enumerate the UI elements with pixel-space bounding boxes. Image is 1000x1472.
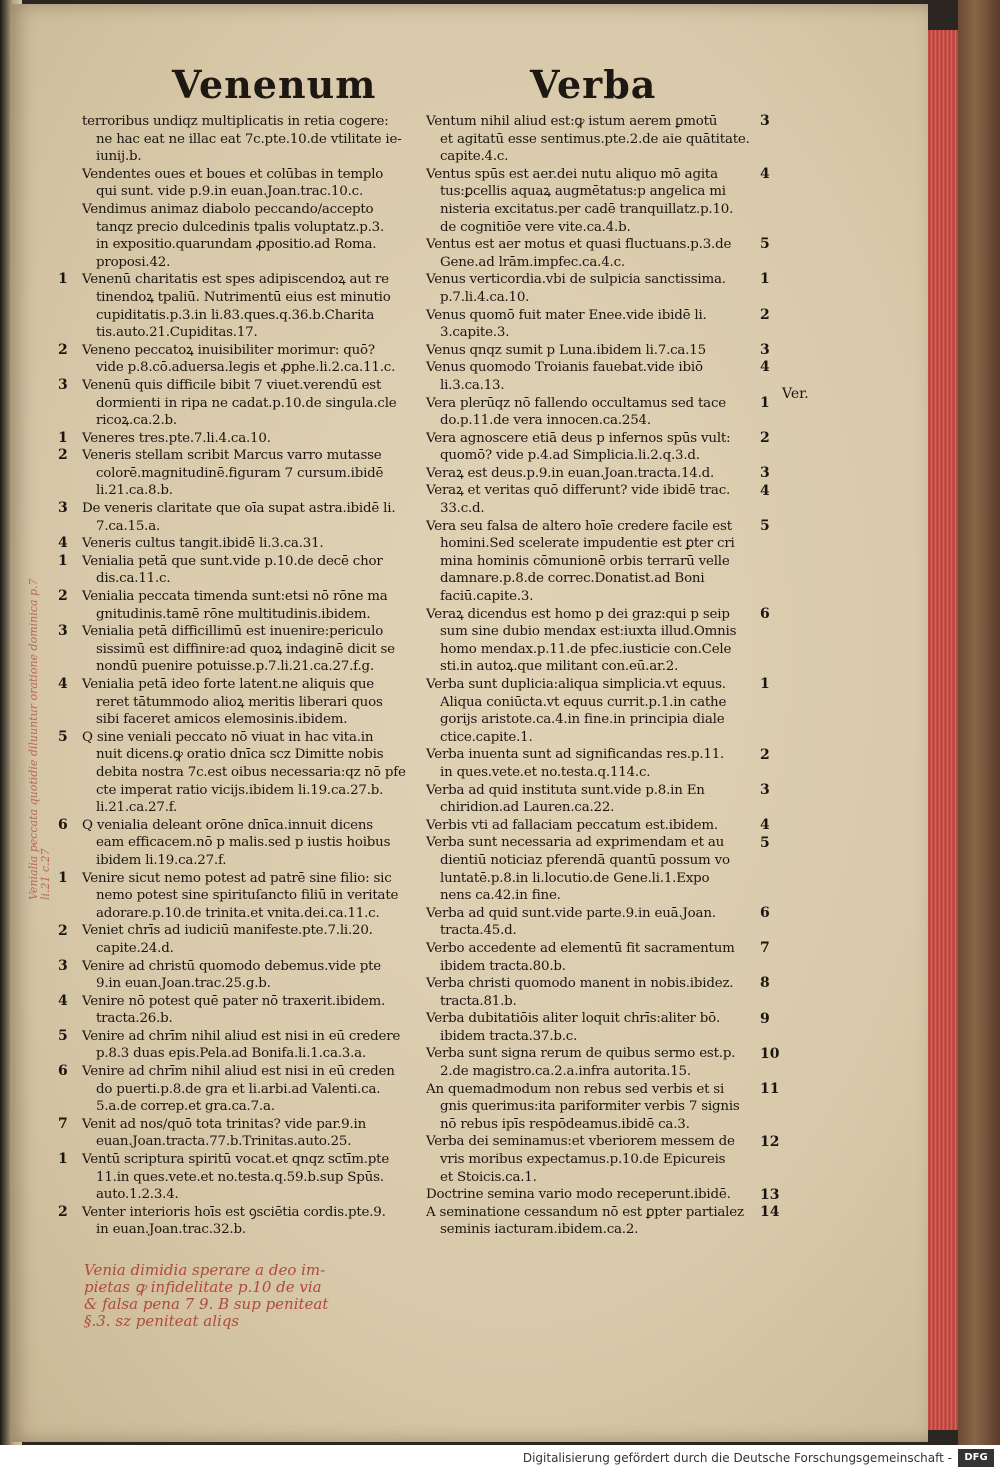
right-entry-line: Venus quomodo Troianis fauebat.vide ibiō <box>426 360 703 376</box>
left-entry-line: Veniet chrīs ad iudiciū manifeste.pte.7.li.20. <box>82 923 373 939</box>
right-margin-number: 14 <box>760 1204 780 1221</box>
left-entry <box>82 535 412 553</box>
right-margin-number: 9 <box>760 1010 770 1027</box>
right-entry <box>426 817 766 835</box>
left-margin-number: 3 <box>58 623 68 640</box>
header-right: Verba <box>530 62 657 107</box>
left-entry-line: Veneris stellam scribit Marcus varro mutasse <box>82 448 382 464</box>
left-entry <box>82 1028 412 1063</box>
right-entry <box>426 676 766 746</box>
left-entry-line: p.8.3 duas epis.Pela.ad Bonifa.li.1.ca.3.a. <box>96 1046 367 1062</box>
right-entry-line: gorijs aristote.ca.4.in fine.in principia diale <box>440 712 725 728</box>
left-entry <box>82 166 412 201</box>
left-entry-line: Veneris cultus tangit.ibidē li.3.ca.31. <box>82 536 324 552</box>
right-entry <box>426 1186 766 1204</box>
left-entry-line: colorē.magnitudinē.figuram 7 cursum.ibidē <box>96 465 384 481</box>
left-entry-line: 5.a.de correp.et gra.ca.7.a. <box>96 1099 275 1115</box>
right-entry-line: 2.de magistro.ca.2.a.infra autorita.15. <box>440 1064 691 1080</box>
left-entry-line: nondū puenire potuisse.p.7.li.21.ca.27.f.g. <box>96 659 374 675</box>
left-entry-line: Venire nō potest quē pater nō traxerit.ibidem. <box>82 993 386 1009</box>
right-entry <box>426 342 766 360</box>
right-entry-line: tracta.81.b. <box>440 993 517 1009</box>
left-margin-number: 5 <box>58 729 68 745</box>
left-entry-line: debita nostra 7c.est oibus necessaria:qz nō pfe <box>96 764 406 780</box>
right-entry-line: homini.Sed scelerate impudentie est ꝑter cri <box>440 536 735 552</box>
right-entry-line: 33.c.d. <box>440 501 485 517</box>
annotation-line: pietas ꝙ infidelitate p.10 de via <box>84 1278 322 1296</box>
right-entry <box>426 1045 766 1080</box>
right-entry-line: ctice.capite.1. <box>440 729 533 745</box>
right-entry-line: Aliqua coniūcta.vt equus currit.p.1.in cathe <box>440 694 727 710</box>
left-entry <box>82 993 412 1028</box>
left-entry-line: li.21.ca.8.b. <box>96 483 173 499</box>
left-entry-line: 9.in euan.Joan.trac.25.g.b. <box>96 976 271 992</box>
left-entry-line: Venire sicut nemo potest ad patrē sine filio: sic <box>82 870 392 886</box>
left-entry-line: in expositio.quarundam ꝓpositio.ad Roma. <box>96 237 377 253</box>
left-entry-line: Venialia petā que sunt.vide p.10.de decē chor <box>82 553 383 569</box>
left-entry-line: Veneno peccatoꝝ inuisibiliter morimur: quō? <box>82 342 375 358</box>
right-entry-line: Vera plerūqz nō fallendo occultamus sed tace <box>426 395 726 411</box>
right-margin-number: 5 <box>760 834 770 851</box>
left-entry-line: nemo potest sine spirituſancto filiū in veritate <box>96 888 399 904</box>
right-entry-line: Gene.ad lrām.impfec.ca.4.c. <box>440 254 625 270</box>
left-margin-number: 5 <box>58 1028 68 1045</box>
left-margin-number: 4 <box>58 535 68 552</box>
right-entry-line: nens ca.42.in fine. <box>440 888 561 904</box>
right-entry-line: Ventus spūs est aer.dei nutu aliquo mō agita <box>426 166 718 182</box>
right-margin-number: 5 <box>760 236 770 253</box>
right-entry-line: ibidem tracta.80.b. <box>440 958 566 974</box>
left-entry <box>82 430 412 448</box>
left-margin-number: 2 <box>58 447 68 464</box>
left-entry <box>82 870 412 923</box>
left-entry <box>82 500 412 535</box>
right-margin-number: 12 <box>760 1133 780 1150</box>
right-entry <box>426 975 766 1010</box>
right-entry-line: Verba ad quid instituta sunt.vide p.8.in En <box>426 782 705 798</box>
left-entry-line: Venialia petā ideo forte latent.ne aliquis que <box>82 677 374 692</box>
left-entry-line: dis.ca.11.c. <box>96 571 171 587</box>
header-left: Venenum <box>172 62 377 107</box>
right-entry-line: et Stoicis.ca.1. <box>440 1169 537 1185</box>
right-entry-line: mina hominis cōmunionē orbis terrarū velle <box>440 553 730 569</box>
left-entry-line: li.21.ca.27.f. <box>96 800 178 816</box>
right-margin-number: 2 <box>760 429 770 446</box>
left-entry <box>82 377 412 430</box>
left-entry-line: Q venialia deleant orōne dnīca.innuit dicens <box>82 817 373 833</box>
right-entry-line: nisteria excitatus.per cadē tranquillatz.p.10. <box>440 201 734 217</box>
right-entry <box>426 113 766 166</box>
left-entry-line: sibi faceret amicos elemosinis.ibidem. <box>96 712 348 728</box>
right-entry-line: luntatē.p.8.in li.locutio.de Gene.li.1.Expo <box>440 870 710 886</box>
left-entry <box>82 342 412 377</box>
right-entry <box>426 940 766 975</box>
right-entry <box>426 606 766 676</box>
left-entry <box>82 1063 412 1116</box>
right-margin-number: 13 <box>760 1186 780 1203</box>
right-entry-line: sum sine dubio mendax est:iuxta illud.Omnis <box>440 624 737 640</box>
left-margin-number: 7 <box>58 1116 68 1133</box>
right-entry <box>426 518 766 606</box>
right-margin-number: 10 <box>760 1045 780 1062</box>
right-entry-line: damnare.p.8.de correc.Donatist.ad Boni <box>440 571 705 587</box>
right-entry <box>426 1010 766 1045</box>
left-entry-line: Venire ad chrīm nihil aliud est nisi in eū credere <box>82 1028 401 1044</box>
left-entry-line: 7.ca.15.a. <box>96 518 161 534</box>
left-margin-number: 1 <box>58 271 68 288</box>
right-entry-line: faciū.capite.3. <box>440 589 534 605</box>
left-entry-line: qui sunt. vide p.9.in euan.Joan.trac.10.c. <box>96 184 363 200</box>
left-margin-number: 3 <box>58 957 68 974</box>
left-margin-number: 3 <box>58 500 68 517</box>
right-entry-line: Doctrine semina vario modo receperunt.ibidē. <box>426 1187 731 1203</box>
right-entry-line: Verba dubitatiōis aliter loquit chrīs:aliter bō. <box>426 1011 721 1027</box>
left-entry-line: in euan.Joan.trac.32.b. <box>96 1222 246 1238</box>
right-entry-line: in ques.vete.et no.testa.q.114.c. <box>440 764 651 780</box>
right-margin-number: 5 <box>760 517 770 534</box>
right-entry-line: gnis querimus:ita pariformiter verbis 7 signis <box>440 1099 740 1115</box>
left-entry-line: ibidem li.19.ca.27.f. <box>96 852 227 868</box>
right-entry-line: Verbo accedente ad elementū fit sacramentum <box>426 940 735 956</box>
right-entry <box>426 1204 766 1239</box>
right-margin-number: 4 <box>760 817 770 833</box>
right-entry-line: Verba sunt signa rerum de quibus sermo est.p. <box>426 1046 736 1062</box>
right-column <box>426 113 766 1239</box>
footer <box>0 1445 1000 1472</box>
right-entry-line: seminis iacturam.ibidem.ca.2. <box>440 1222 639 1238</box>
left-entry-line: nuit dicens.ꝙ oratio dnīca scz Dimitte nobis <box>96 747 384 763</box>
left-entry <box>82 623 412 676</box>
right-entry-line: Venus qnqz sumit p Luna.ibidem li.7.ca.15 <box>426 342 706 358</box>
left-entry <box>82 201 412 271</box>
right-entry-line: Veraꝝ et veritas quō differunt? vide ibidē trac. <box>426 483 731 499</box>
left-entry <box>82 1116 412 1151</box>
right-entry-line: 3.capite.3. <box>440 325 510 341</box>
left-entry-line: tracta.26.b. <box>96 1011 173 1027</box>
right-entry-line: sti.in autoꝝ.que militant con.eū.ar.2. <box>440 659 679 675</box>
dfg-logo: DFG <box>958 1449 994 1467</box>
left-entry-line: Venire ad chrīm nihil aliud est nisi in eū creden <box>82 1064 395 1080</box>
left-entry <box>82 588 412 623</box>
left-column <box>82 113 412 1239</box>
left-entry-line: tanqz precio dulcedinis tpalis voluptatz.p.3. <box>96 219 385 235</box>
left-entry-line: terroribus undiqz multiplicatis in retia cogere: <box>82 114 389 129</box>
catchword: Ver. <box>782 386 809 402</box>
left-entry-line: De veneris claritate que oīa supat astra.ibidē li. <box>82 501 396 517</box>
right-entry <box>426 782 766 817</box>
right-entry-line: Ventum nihil aliud est:ꝙ istum aerem ꝑmotū <box>426 114 718 129</box>
right-entry-line: tus:ꝑcellis aquaꝝ augmētatus:p angelica mi <box>440 184 726 200</box>
right-entry-line: ibidem tracta.37.b.c. <box>440 1028 578 1044</box>
right-entry-line: quomō? vide p.4.ad Simplicia.li.2.q.3.d. <box>440 448 700 464</box>
left-margin-number: 1 <box>58 429 68 446</box>
book-cover <box>958 0 1000 1445</box>
left-entry-line: do puerti.p.8.de gra et li.arbi.ad Valenti.ca. <box>96 1081 381 1097</box>
annotation-line: Venia dimidia sperare a deo im- <box>84 1261 326 1279</box>
right-entry <box>426 905 766 940</box>
right-entry-line: Venus verticordia.vbi de sulpicia sanctissima. <box>426 272 726 288</box>
left-entry <box>82 958 412 993</box>
left-margin-number: 1 <box>58 1151 68 1168</box>
right-margin-number: 3 <box>760 341 770 358</box>
right-entry-line: Verba inuenta sunt ad significandas res.p.11. <box>426 747 725 763</box>
right-margin-number: 6 <box>760 905 770 921</box>
right-margin-number: 7 <box>760 940 770 957</box>
right-entry-line: li.3.ca.13. <box>440 377 505 393</box>
right-entry-line: dientiū noticiaz pferendā quantū possum vo <box>440 852 730 868</box>
right-entry-line: Verbis vti ad fallaciam peccatum est.ibidem. <box>426 817 718 833</box>
left-entry-line: Venialia peccata timenda sunt:etsi nō rōne ma <box>82 589 388 605</box>
right-entry <box>426 1133 766 1186</box>
left-entry-line: Venire ad christū quomodo debemus.vide pte <box>82 958 382 974</box>
right-entry-line: de cognitiōe vere vite.ca.4.b. <box>440 219 631 235</box>
handwritten-bottom-note <box>84 1262 414 1330</box>
right-entry-line: chiridion.ad Lauren.ca.22. <box>440 800 615 816</box>
left-margin-number: 6 <box>58 817 68 833</box>
annotation-line: & falsa pena 7 9. B sup peniteat <box>84 1295 329 1313</box>
left-entry-line: Venenū quis difficile bibit 7 viuet.verendū est <box>82 377 382 393</box>
page-edges <box>928 30 960 1430</box>
right-entry-line: Venus quomō fuit mater Enee.vide ibidē li. <box>426 307 707 323</box>
right-entry-line: p.7.li.4.ca.10. <box>440 289 530 305</box>
left-margin-number: 4 <box>58 676 68 693</box>
right-entry-line: homo mendax.p.11.de pfec.iusticie con.Cele <box>440 641 732 657</box>
left-entry-line: tinendoꝝ tpaliū. Nutrimentū eius est minutio <box>96 289 391 305</box>
right-margin-number: 1 <box>760 271 770 288</box>
left-entry-line: adorare.p.10.de trinita.et vnita.dei.ca.11.c. <box>96 905 380 921</box>
left-entry <box>82 922 412 957</box>
right-margin-number: 2 <box>760 306 770 323</box>
right-margin-number: 3 <box>760 113 770 129</box>
left-entry-line: Vendimus animaz diabolo peccando/accepto <box>82 201 374 217</box>
left-margin-number: 1 <box>58 869 68 886</box>
right-margin-number: 4 <box>760 165 770 182</box>
right-margin-number: 3 <box>760 781 770 798</box>
left-entry-line: Q sine veniali peccato nō viuat in hac vita.in <box>82 729 374 745</box>
right-entry-line: vris moribus expectamus.p.10.de Epicureis <box>440 1152 726 1168</box>
left-entry-line: capite.24.d. <box>96 940 174 956</box>
left-entry <box>82 271 412 341</box>
left-entry <box>82 1151 412 1204</box>
left-entry-line: dormienti in ripa ne cadat.p.10.de singula.cle <box>96 395 397 411</box>
left-entry-line: Vendentes oues et boues et colūbas in templo <box>82 166 384 182</box>
left-entry-line: ne hac eat ne illac eat 7c.pte.10.de vtilitate ie- <box>96 131 402 147</box>
right-entry <box>426 307 766 342</box>
right-entry <box>426 1081 766 1134</box>
left-entry-line: Ventū scriptura spiritū vocat.et qnqz sctīm.pte <box>82 1152 390 1168</box>
left-entry-line: vide p.8.cō.aduersa.legis et ꝓphe.li.2.ca.11.c. <box>96 360 396 376</box>
right-entry <box>426 166 766 236</box>
left-entry <box>82 817 412 870</box>
left-entry <box>82 113 412 166</box>
left-entry-line: ricoꝝ.ca.2.b. <box>96 413 177 429</box>
handwritten-side-note: Venialia peccata quotidie diluuntur oratione dominica p.7 li.21 c.27 <box>27 578 52 900</box>
left-margin-number: 6 <box>58 1063 68 1080</box>
right-entry <box>426 465 766 483</box>
left-entry-line: euan.Joan.tracta.77.b.Trinitas.auto.25. <box>96 1134 352 1150</box>
left-entry-line: eam efficacem.nō p malis.sed p iustis hoibus <box>96 835 391 851</box>
left-entry <box>82 1204 412 1239</box>
left-margin-number: 1 <box>58 553 68 569</box>
left-entry-line: Venenū charitatis est spes adipiscendoꝝ aut re <box>82 272 389 288</box>
right-entry <box>426 271 766 306</box>
left-margin-number: 2 <box>58 588 68 605</box>
right-entry-line: Verba ad quid sunt.vide parte.9.in euā.Joan. <box>426 905 716 921</box>
right-entry-line: Veraꝝ dicendus est homo p dei graz:qui p seip <box>426 606 730 622</box>
left-entry-line: proposi.42. <box>96 254 171 270</box>
left-entry-line: reret tātummodo alioꝝ meritis liberari quos <box>96 694 383 710</box>
left-entry-line: Venit ad nos/quō tota trinitas? vide par.9.in <box>82 1116 367 1132</box>
right-entry-line: et agitatū esse sentimus.pte.2.de aie quātitate. <box>440 131 750 147</box>
footer-text: Digitalisierung gefördert durch die Deutsche Forschungsgemeinschaft - <box>522 1451 952 1465</box>
right-margin-number: 6 <box>760 605 770 622</box>
right-entry-line: do.p.11.de vera innocen.ca.254. <box>440 413 651 429</box>
right-entry <box>426 430 766 465</box>
left-entry <box>82 676 412 729</box>
right-entry-line: Verba sunt duplicia:aliqua simplicia.vt equus. <box>426 677 726 692</box>
right-entry-line: Vera seu falsa de altero hoīe credere facile est <box>426 518 732 534</box>
right-margin-number: 3 <box>760 465 770 481</box>
right-entry <box>426 395 766 430</box>
right-margin-number: 1 <box>760 676 770 693</box>
left-margin-number: 3 <box>58 377 68 393</box>
right-margin-number: 4 <box>760 482 770 499</box>
left-entry <box>82 447 412 500</box>
right-entry-line: A seminatione cessandum nō est ꝑpter partialez <box>426 1204 744 1220</box>
left-entry <box>82 553 412 588</box>
right-margin-number: 11 <box>760 1081 780 1097</box>
left-entry-line: tis.auto.21.Cupiditas.17. <box>96 325 258 341</box>
right-margin-number: 4 <box>760 359 770 376</box>
right-entry <box>426 359 766 394</box>
left-entry-line: auto.1.2.3.4. <box>96 1187 179 1203</box>
left-entry-line: 11.in ques.vete.et no.testa.q.59.b.sup Spūs. <box>96 1169 384 1185</box>
right-entry-line: Verba sunt necessaria ad exprimendam et au <box>426 835 725 851</box>
right-entry-line: Vera agnoscere etiā deus p infernos spūs vult: <box>426 430 731 446</box>
left-entry-line: Veneres tres.pte.7.li.4.ca.10. <box>82 430 271 446</box>
right-margin-number: 1 <box>760 394 770 411</box>
left-margin-number: 2 <box>58 1204 68 1221</box>
right-entry <box>426 236 766 271</box>
left-margin-number: 2 <box>58 922 68 939</box>
left-entry-line: Venialia petā difficillimū est inuenire:periculo <box>82 624 384 640</box>
left-entry-line: sissimū est diffinire:ad quoꝝ indaginē dicit se <box>96 641 395 657</box>
right-entry-line: Verba christi quomodo manent in nobis.ibidez. <box>426 976 734 992</box>
left-entry-line: cupiditatis.p.3.in li.83.ques.q.36.b.Charita <box>96 307 375 323</box>
right-entry-line: Verba dei seminamus:et vberiorem messem de <box>426 1134 735 1150</box>
right-entry <box>426 482 766 517</box>
right-margin-number: 2 <box>760 746 770 763</box>
left-entry-line: Venter interioris hoīs est ꝯsciētia cordis.pte.9. <box>82 1204 386 1220</box>
annotation-line: §.3. sz peniteat aliqs <box>84 1312 240 1330</box>
left-entry <box>82 729 412 817</box>
right-margin-number: 8 <box>760 975 770 992</box>
left-entry-line: gnitudinis.tamē rōne multitudinis.ibidem. <box>96 606 371 622</box>
right-entry-line: tracta.45.d. <box>440 923 517 939</box>
right-entry-line: An quemadmodum non rebus sed verbis et si <box>426 1081 725 1097</box>
left-margin-number: 2 <box>58 341 68 358</box>
left-entry-line: cte imperat ratio vicijs.ibidem li.19.ca.27.b. <box>96 782 384 798</box>
left-margin-number: 4 <box>58 993 68 1009</box>
right-entry <box>426 746 766 781</box>
right-entry <box>426 834 766 904</box>
right-entry-line: Veraꝝ est deus.p.9.in euan.Joan.tracta.14.d. <box>426 465 715 481</box>
right-entry-line: Ventus est aer motus et quasi fluctuans.p.3.de <box>426 237 732 253</box>
left-entry-line: iunij.b. <box>96 149 142 165</box>
right-entry-line: nō rebus ipīs respōdeamus.ibidē ca.3. <box>440 1116 690 1132</box>
right-entry-line: capite.4.c. <box>440 149 509 165</box>
